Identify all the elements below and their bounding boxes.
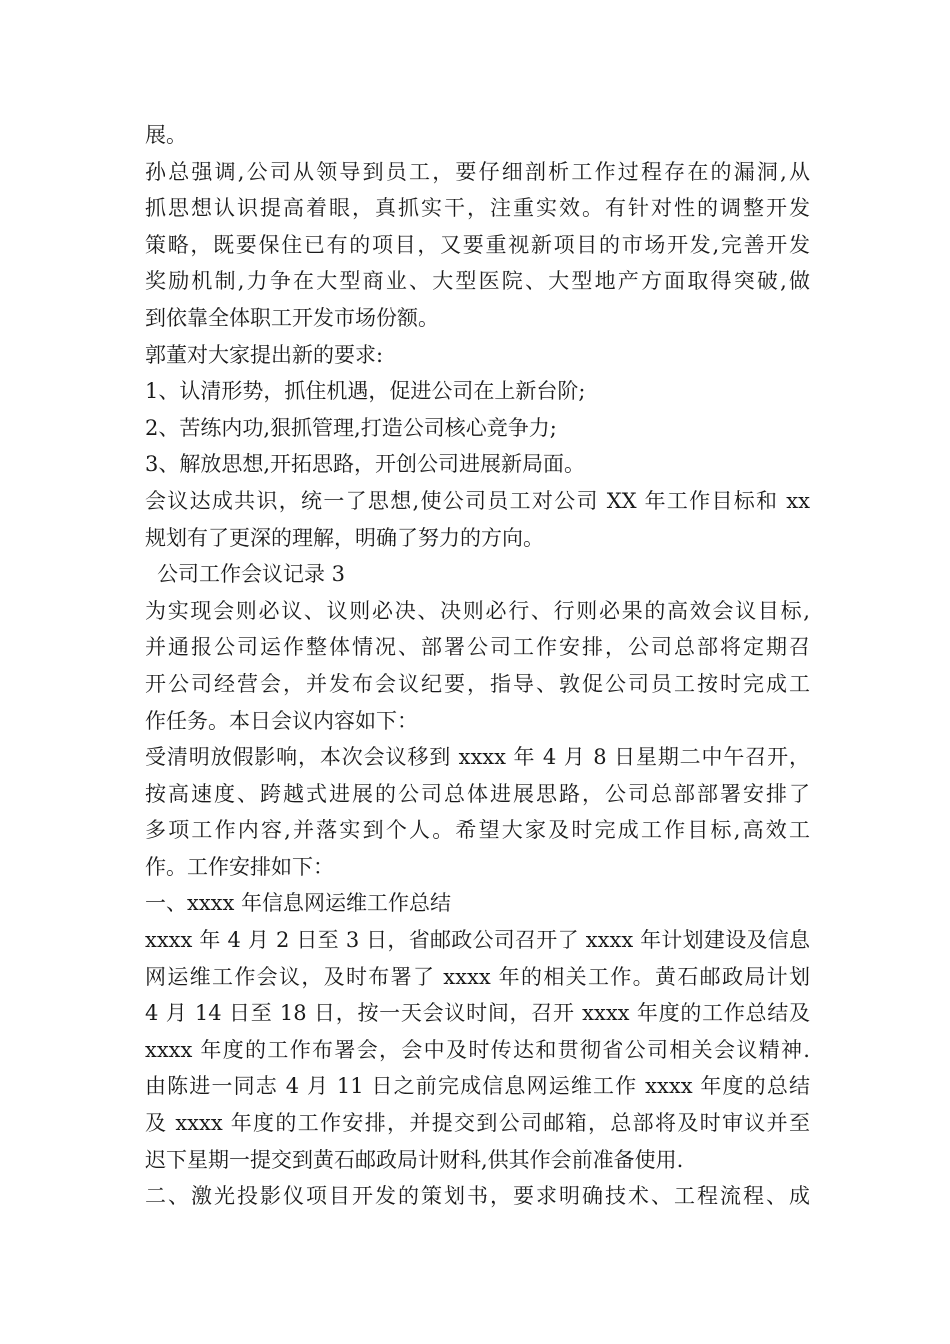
paragraph-line: xxxx 年度的工作布署会，会中及时传达和贯彻省公司相关会议精神. [145, 1037, 810, 1062]
document-body [145, 117, 810, 1215]
paragraph-line: 作。工作安排如下： [145, 854, 334, 879]
paragraph-line: 受清明放假影响，本次会议移到 xxxx 年 4 月 8 日星期二中午召开， [145, 745, 810, 770]
list-item: 3、解放思想,开拓思路，开创公司进展新局面。 [145, 452, 586, 477]
paragraph-line: 按高速度、跨越式进展的公司总体进展思路，公司总部部署安排了 [145, 781, 810, 806]
paragraph-line: xxxx 年 4 月 2 日至 3 日，省邮政公司召开了 xxxx 年计划建设及信息 [145, 928, 810, 953]
paragraph-line: 4 月 14 日至 18 日，按一天会议时间，召开 xxxx 年度的工作总结及 [145, 1001, 810, 1026]
paragraph-line: 到依靠全体职工开发市场份额。 [145, 305, 439, 330]
list-item: 1、认清形势，抓住机遇，促进公司在上新台阶; [145, 379, 586, 404]
paragraph-line: 多项工作内容,并落实到个人。希望大家及时完成工作目标,高效工 [145, 818, 810, 843]
paragraph-line: 为实现会则必议、议则必决、决则必行、行则必果的高效会议目标, [145, 598, 810, 623]
paragraph-line: 抓思想认识提高着眼，真抓实干，注重实效。有针对性的调整开发 [145, 196, 810, 221]
paragraph-line: 郭董对大家提出新的要求: [145, 342, 384, 367]
paragraph-line: 网运维工作会议，及时布署了 xxxx 年的相关工作。黄石邮政局计划 [145, 964, 810, 989]
paragraph-line: 开公司经营会，并发布会议纪要，指导、敦促公司员工按时完成工 [145, 671, 810, 696]
paragraph-line: 孙总强调,公司从领导到员工，要仔细剖析工作过程存在的漏洞,从 [145, 159, 810, 184]
paragraph-line: 迟下星期一提交到黄石邮政局计财科,供其作会前准备使用. [145, 1147, 684, 1172]
paragraph-line: 规划有了更深的理解，明确了努力的方向。 [145, 525, 544, 550]
paragraph-line: 展。 [145, 123, 187, 147]
subsection-heading: 二、激光投影仪项目开发的策划书，要求明确技术、工程流程、成 [145, 1184, 810, 1209]
paragraph-line: 作任务。本日会议内容如下： [145, 708, 418, 733]
paragraph-line: 策略，既要保住已有的项目，又要重视新项目的市场开发,完善开发 [145, 232, 810, 257]
subsection-heading: 一、xxxx 年信息网运维工作总结 [145, 891, 452, 916]
paragraph-line: 并通报公司运作整体情况、部署公司工作安排，公司总部将定期召 [145, 635, 810, 660]
paragraph-line: 及 xxxx 年度的工作安排，并提交到公司邮箱，总部将及时审议并至 [145, 1111, 810, 1136]
section-heading: 公司工作会议记录 3 [157, 562, 346, 587]
paragraph-line: 会议达成共识，统一了思想,使公司员工对公司 XX 年工作目标和 xx [145, 488, 810, 513]
paragraph-line: 奖励机制,力争在大型商业、大型医院、大型地产方面取得突破,做 [145, 269, 810, 294]
list-item: 2、苦练内功,狠抓管理,打造公司核心竞争力; [145, 415, 557, 440]
paragraph-line: 由陈进一同志 4 月 11 日之前完成信息网运维工作 xxxx 年度的总结 [145, 1074, 810, 1099]
